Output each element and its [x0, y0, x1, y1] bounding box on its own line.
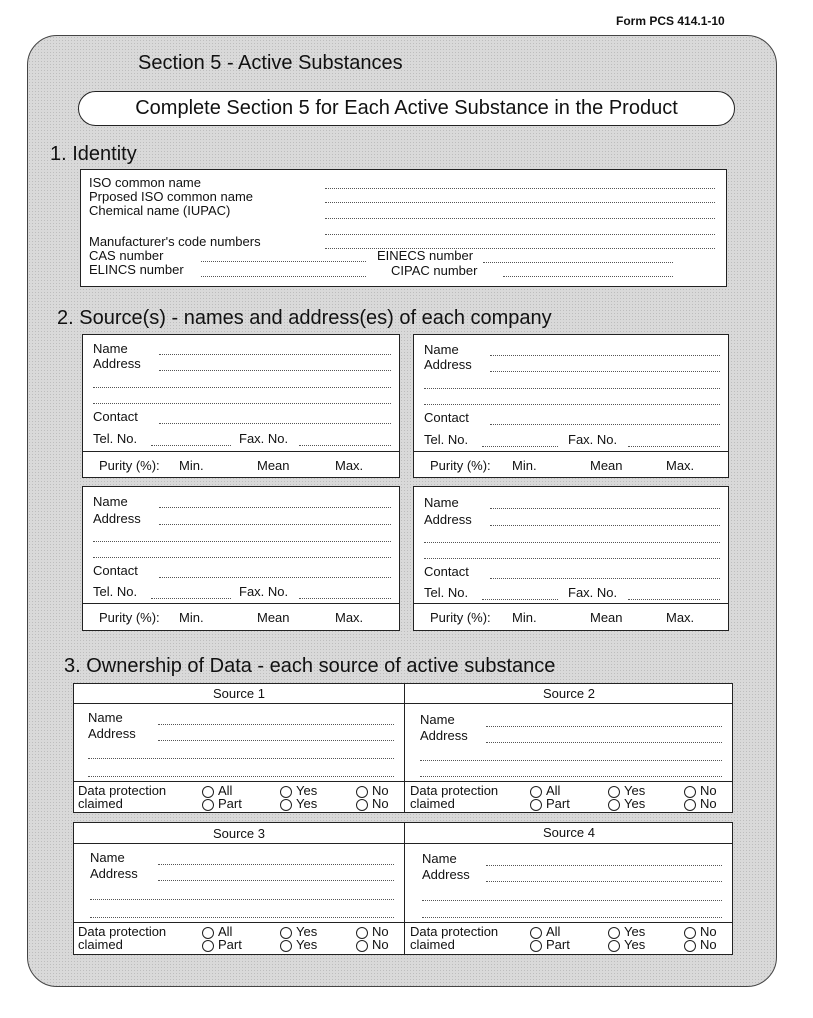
claimed-label: claimed: [78, 937, 123, 952]
radio-icon: [280, 927, 292, 939]
source-2-title: Source 2: [542, 686, 596, 701]
claimed-label: claimed: [410, 796, 455, 811]
radio-icon: [608, 927, 620, 939]
einecs-label: EINECS number: [377, 248, 474, 263]
source-name-field[interactable]: [159, 507, 391, 508]
source-name-field[interactable]: [159, 354, 391, 355]
radio-icon: [280, 940, 292, 952]
radio-yes-label: Yes: [624, 937, 646, 952]
radio-icon: [202, 799, 214, 811]
source-address-field-3[interactable]: [424, 558, 720, 559]
radio-yes-label: Yes: [624, 783, 646, 798]
source-address-field-3[interactable]: [93, 557, 391, 558]
radio-icon: [356, 786, 368, 798]
data-protection-label: Data protection: [410, 924, 499, 939]
owner-address-label: Address: [422, 867, 470, 882]
owner-address-field[interactable]: [158, 740, 394, 741]
purity-max-label: Max.: [335, 610, 364, 625]
source-fax-label: Fax. No.: [568, 585, 618, 600]
radio-part[interactable]: [530, 797, 570, 811]
form-id: Form PCS 414.1-10: [616, 14, 725, 28]
owner-address-field[interactable]: [158, 880, 394, 881]
source-name-label: Name: [424, 342, 459, 357]
ownership-table-top: [73, 683, 733, 813]
source-contact-field[interactable]: [159, 577, 391, 578]
source-contact-field[interactable]: [490, 578, 720, 579]
owner-name-label: Name: [420, 712, 455, 727]
radio-icon: [356, 799, 368, 811]
iso-label: ISO common name: [89, 175, 201, 190]
source-address-field-3[interactable]: [424, 404, 720, 405]
purity-min-label: Min.: [179, 610, 204, 625]
data-protection-label: Data protection: [410, 783, 499, 798]
purity-label: Purity (%):: [99, 610, 160, 625]
radio-part-label: Part: [546, 937, 570, 952]
purity-max-label: Max.: [666, 458, 695, 473]
owner-name-label: Name: [90, 850, 125, 865]
source-fax-label: Fax. No.: [568, 432, 618, 447]
instruction-banner: Complete Section 5 for Each Active Substance in the Product: [78, 91, 735, 126]
radio-part[interactable]: [202, 938, 242, 952]
radio-no[interactable]: [356, 797, 389, 811]
radio-icon: [280, 786, 292, 798]
iso-field[interactable]: [325, 188, 715, 189]
radio-no-label: No: [372, 937, 389, 952]
cas-label: CAS number: [89, 248, 164, 263]
radio-no-label: No: [372, 796, 389, 811]
owner-name-field[interactable]: [158, 864, 394, 865]
owner-address-label: Address: [420, 728, 468, 743]
identity-box: [80, 169, 727, 287]
radio-icon: [684, 927, 696, 939]
owner-address-field[interactable]: [486, 742, 722, 743]
purity-min-label: Min.: [512, 610, 537, 625]
source-tel-field[interactable]: [151, 598, 231, 599]
source-address-label: Address: [424, 512, 472, 527]
radio-all-label: All: [218, 924, 233, 939]
manufacturer-field[interactable]: [325, 248, 715, 249]
claimed-label: claimed: [78, 796, 123, 811]
radio-icon: [280, 799, 292, 811]
source-tel-field[interactable]: [151, 445, 231, 446]
radio-icon: [684, 799, 696, 811]
purity-min-label: Min.: [179, 458, 204, 473]
radio-no[interactable]: [356, 938, 389, 952]
source-fax-label: Fax. No.: [239, 431, 289, 446]
source-name-field[interactable]: [490, 508, 720, 509]
purity-divider: [414, 603, 728, 604]
source-address-field-2[interactable]: [424, 388, 720, 389]
radio-no-label: No: [372, 783, 389, 798]
owner-address-field-2[interactable]: [90, 899, 394, 900]
source-contact-label: Contact: [93, 409, 138, 424]
radio-icon: [530, 799, 542, 811]
source-1-title: Source 1: [212, 686, 266, 701]
einecs-field[interactable]: [483, 262, 673, 263]
source-contact-field[interactable]: [159, 423, 391, 424]
source-address-field-3[interactable]: [93, 403, 391, 404]
radio-yes-label: Yes: [624, 924, 646, 939]
source-name-field[interactable]: [490, 355, 720, 356]
claimed-label: claimed: [410, 937, 455, 952]
radio-icon: [530, 927, 542, 939]
source-tel-label: Tel. No.: [93, 584, 138, 599]
owner-address-field-2[interactable]: [420, 760, 722, 761]
source-3-title: Source 3: [212, 826, 266, 841]
radio-no-label: No: [372, 924, 389, 939]
purity-max-label: Max.: [335, 458, 364, 473]
radio-no-label: No: [700, 937, 717, 952]
owner-name-field[interactable]: [158, 724, 394, 725]
header-divider: [74, 703, 732, 704]
ownership-table-bottom: [73, 822, 733, 955]
source-box-3: [82, 486, 400, 631]
purity-label: Purity (%):: [430, 458, 491, 473]
radio-yes[interactable]: [280, 797, 317, 811]
purity-divider: [414, 451, 728, 452]
owner-address-label: Address: [90, 866, 138, 881]
source-tel-field[interactable]: [482, 446, 558, 447]
source-address-label: Address: [93, 356, 141, 371]
purity-min-label: Min.: [512, 458, 537, 473]
source-address-field[interactable]: [490, 371, 720, 372]
radio-yes-label: Yes: [296, 924, 318, 939]
source-4-title: Source 4: [542, 825, 596, 840]
source-tel-label: Tel. No.: [93, 431, 138, 446]
proposed-iso-label: Prposed ISO common name: [89, 189, 254, 204]
owner-address-field-3[interactable]: [88, 776, 394, 777]
radio-part-label: Part: [218, 937, 242, 952]
elincs-label: ELINCS number: [89, 262, 184, 277]
source-address-field-2[interactable]: [424, 542, 720, 543]
radio-all-label: All: [546, 783, 561, 798]
source-box-2: [413, 334, 729, 478]
elincs-field[interactable]: [201, 276, 366, 277]
source-tel-label: Tel. No.: [424, 432, 469, 447]
source-address-label: Address: [424, 357, 472, 372]
source-fax-field[interactable]: [628, 446, 720, 447]
chemical-field[interactable]: [325, 218, 715, 219]
source-name-label: Name: [93, 494, 128, 509]
identity-heading: 1. Identity: [50, 143, 137, 165]
radio-part[interactable]: [202, 797, 242, 811]
cipac-field[interactable]: [503, 276, 673, 277]
radio-no-label: No: [700, 796, 717, 811]
radio-icon: [202, 940, 214, 952]
radio-icon: [530, 940, 542, 952]
purity-mean-label: Mean: [590, 458, 623, 473]
manufacturer-label: Manufacturer's code numbers: [89, 234, 261, 249]
radio-no-label: No: [700, 783, 717, 798]
protection-divider: [74, 922, 732, 923]
radio-icon: [684, 786, 696, 798]
purity-divider: [83, 603, 399, 604]
source-address-field[interactable]: [159, 524, 391, 525]
radio-yes[interactable]: [608, 797, 645, 811]
source-address-field[interactable]: [490, 525, 720, 526]
source-address-field-2[interactable]: [93, 541, 391, 542]
radio-part[interactable]: [530, 938, 570, 952]
radio-icon: [608, 786, 620, 798]
radio-yes[interactable]: [280, 938, 317, 952]
purity-mean-label: Mean: [257, 610, 290, 625]
radio-icon: [202, 927, 214, 939]
source-fax-field[interactable]: [299, 445, 391, 446]
source-heading: 2. Source(s) - names and address(es) of each company: [57, 307, 552, 329]
radio-no[interactable]: [684, 797, 717, 811]
purity-max-label: Max.: [666, 610, 695, 625]
owner-address-label: Address: [88, 726, 136, 741]
purity-mean-label: Mean: [257, 458, 290, 473]
source-tel-label: Tel. No.: [424, 585, 469, 600]
source-box-4: [413, 486, 729, 631]
proposed-iso-field[interactable]: [325, 202, 715, 203]
owner-name-label: Name: [88, 710, 123, 725]
purity-mean-label: Mean: [590, 610, 623, 625]
radio-yes-label: Yes: [296, 937, 318, 952]
source-contact-label: Contact: [93, 563, 138, 578]
purity-label: Purity (%):: [99, 458, 160, 473]
purity-divider: [83, 451, 399, 452]
cas-field[interactable]: [201, 261, 366, 262]
section-title: Section 5 - Active Substances: [138, 52, 403, 74]
radio-all-label: All: [218, 783, 233, 798]
owner-address-field-3[interactable]: [422, 917, 722, 918]
owner-name-field[interactable]: [486, 726, 722, 727]
protection-divider: [74, 781, 732, 782]
source-contact-label: Contact: [424, 410, 469, 425]
radio-icon: [608, 940, 620, 952]
radio-icon: [202, 786, 214, 798]
source-address-field-2[interactable]: [93, 387, 391, 388]
chemical-label: Chemical name (IUPAC): [89, 203, 231, 218]
source-fax-field[interactable]: [299, 598, 391, 599]
source-address-field[interactable]: [159, 370, 391, 371]
radio-part-label: Part: [546, 796, 570, 811]
radio-icon: [530, 786, 542, 798]
radio-yes[interactable]: [608, 938, 645, 952]
header-divider: [74, 843, 732, 844]
radio-yes-label: Yes: [296, 796, 318, 811]
purity-label: Purity (%):: [430, 610, 491, 625]
source-name-label: Name: [93, 341, 128, 356]
radio-yes-label: Yes: [296, 783, 318, 798]
source-contact-label: Contact: [424, 564, 469, 579]
source-name-label: Name: [424, 495, 459, 510]
owner-address-field[interactable]: [486, 881, 722, 882]
source-fax-field[interactable]: [628, 599, 720, 600]
radio-icon: [684, 940, 696, 952]
radio-part-label: Part: [218, 796, 242, 811]
owner-name-field[interactable]: [486, 865, 722, 866]
source-contact-field[interactable]: [490, 424, 720, 425]
radio-icon: [356, 940, 368, 952]
data-protection-label: Data protection: [78, 924, 167, 939]
owner-address-field-2[interactable]: [88, 758, 394, 759]
owner-address-field-3[interactable]: [90, 917, 394, 918]
owner-address-field-2[interactable]: [422, 900, 722, 901]
data-protection-label: Data protection: [78, 783, 167, 798]
chemical-field-2[interactable]: [325, 234, 715, 235]
radio-icon: [608, 799, 620, 811]
radio-no[interactable]: [684, 938, 717, 952]
radio-icon: [356, 927, 368, 939]
cipac-label: CIPAC number: [391, 263, 478, 278]
owner-name-label: Name: [422, 851, 457, 866]
source-box-1: [82, 334, 400, 478]
radio-all-label: All: [546, 924, 561, 939]
radio-yes-label: Yes: [624, 796, 646, 811]
radio-no-label: No: [700, 924, 717, 939]
source-fax-label: Fax. No.: [239, 584, 289, 599]
source-address-label: Address: [93, 511, 141, 526]
source-tel-field[interactable]: [482, 599, 558, 600]
owner-address-field-3[interactable]: [420, 776, 722, 777]
ownership-heading: 3. Ownership of Data - each source of active substance: [64, 655, 556, 677]
